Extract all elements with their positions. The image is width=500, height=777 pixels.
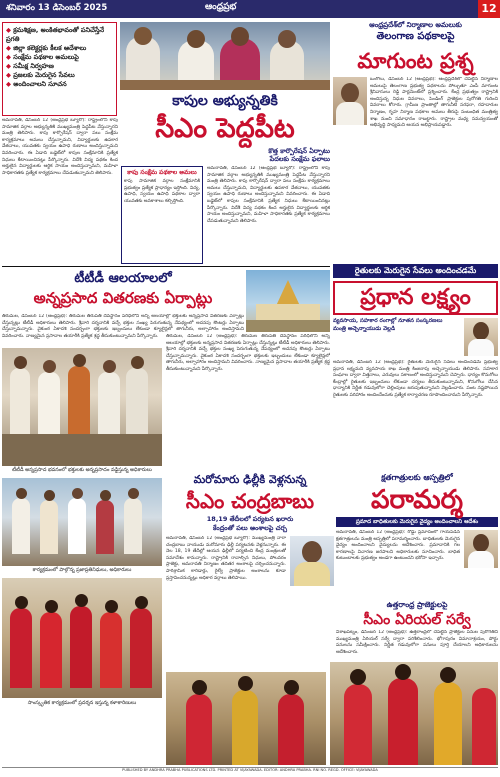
imprint-line: PUBLISHED BY ANDHRA PRABHA PUBLICATIONS LTD. PRINTED AT VIJAYAWADA. EDITOR: ANDHRA PRABHA. RNI NO. REGD. OFFICE: VIJAYAWADA [2,767,498,773]
page-header [0,0,500,18]
story-headline: మాగుంట ప్రశ్న [357,49,474,73]
cbn-sub2: కేంద్రంతో పలు అంశాలపై చర్చ [213,524,287,532]
highlights-box [2,22,117,116]
ttd-headline: అన్నప్రసాద వితరణకు ఏర్పాట్లు [33,289,213,307]
paramarsha-sub: ప్రమాద బాధితులకు మెరుగైన వైద్యం అందించాలని ఆదేశం [336,517,498,527]
lakshyam-kicker: రైతులకు మెరుగైన సేవలు అందించడమే [333,264,498,278]
kapu-headline-top: కాపుల అభ్యున్నతికి [172,93,278,109]
story-body: ఒంగోలు, డిసెంబర్ 12 (ఆంధ్రప్రభ): ఆంధ్రప్రదేశ్‌లో చేపట్టిన నిర్మాణాల అమలుపై తెలంగాణ ప్రభుత్వ పథకాలను పోల్చుతూ ఎంపీ మాగుంట శ్రీనివాసులు రెడ్డి పార్లమెంట్‌లో ప్రశ్నించారు. కేంద్ర ప్రభుత్వం రాష్ట్రానికి అందిస్తున్న నిధుల వివరాలు, పెండింగ్ ప్రాజెక్టుల పురోగతి గురించి వివరాలు కోరారు. గ్రామీణ ప్రాంతాల్లో తాగునీటి సరఫరా, రహదారుల నిర్మాణం, గృహ నిర్మాణ పథకాల అమలు తీరుపై సంబంధిత మంత్రిత్వ శాఖ నుంచి సమాధానం రాబట్టారు. రాష్ట్రాల మధ్య సమన్వయంతో అభివృద్ధి సాధ్యమని ఆయన అభిప్రాయపడ్డారు. [370,77,498,129]
group-photo-caption: కార్యక్రమంలో పాల్గొన్న ప్రజాప్రతినిధులు, అధికారులు [32,567,132,573]
paramarsha-headline: పరామర్శ [371,485,463,515]
highlight-item: ◆ సంక్షేమ పథకాల అమలుపై [6,53,79,61]
story-kicker: ఆంధ్రప్రదేశ్‌లో నిర్మాణాల అమలుకు [369,21,462,29]
highlight-item: ◆ క్రమశిక్షణ, అంకితభావంతో పనిచేస్తేనే ప్రగతి [6,26,105,43]
paramarsha-story [336,472,498,598]
aerial-survey-story [336,600,498,660]
story-kicker-2: తెలంగాణ పథకాలపై [376,31,455,42]
kapu-story-body [2,118,118,266]
bottom-middle-photo [166,672,326,765]
page-number: 12 [478,0,500,18]
aerial-headline: సీఎం ఏరియల్ సర్వే [363,612,471,628]
ttd-kicker: టీటీడీ ఆలయాలలో [74,271,172,286]
lakshyam-story [333,264,498,469]
cbn-portrait [290,536,334,586]
bottom-right-photo [330,662,498,765]
highlight-item: ◆ సమీక్ష నిర్వహణ [6,62,54,70]
ttd-story-continued [166,334,330,466]
lakshyam-body: అమరావతి, డిసెంబర్ 12 (ఆంధ్రప్రభ): రైతులకు మెరుగైన సేవలు అందించడమే ప్రభుత్వ ప్రధాన లక్ష్యమని వ్యవసాయ శాఖ మంత్రి కింజరాపు అచ్చెన్నాయుడు తెలిపారు. సహకార సంఘాల ద్వారా విత్తనాలు, ఎరువులు సకాలంలో అందిస్తున్నామని చెప్పారు. ధాన్యం కొనుగోలు కేంద్రాల్లో రైతులకు ఇబ్బందులు లేకుండా చర్యలు తీసుకుంటున్నామని, కొనుగోలు చేసిన ధాన్యానికి నిర్ణీత గడువులోగా చెల్లింపులు జరుపుతున్నామని వెల్లడించారు. పంట నష్టపోయిన రైతులకు పరిహారం అందించేందుకు ప్రత్యేక కార్యాచరణ రూపొందించామని పేర్కొన్నారు. [333,360,498,398]
kapu-headline-block [120,92,330,164]
inset-title: కాపు సంక్షేమ పథకాల అమలు [127,169,197,176]
mp-portrait [333,77,367,125]
lakshyam-headline: ప్రధాన లక్ష్యం [333,281,498,315]
temple-photo [246,270,330,332]
section-divider [2,266,330,267]
cbn-body: అమరావతి, డిసెంబర్ 12 (ఆంధ్రప్రభ బ్యూరో): ముఖ్యమంత్రి నారా చంద్రబాబు నాయుడు మరోమారు ఢిల్లీ పర్యటనకు వెళ్లనున్నారు. ఈ నెల 18, 19 తేదీల్లో ఆయన ఢిల్లీలో పర్యటించి కేంద్ర మంత్రులతో సమావేశం కానున్నారు. రాష్ట్రానికి రావాల్సిన నిధులు, పోలవరం ప్రాజెక్టు, అమరావతి నిర్మాణం తదితర అంశాలపై చర్చించనున్నారు. పారిశ్రామిక కారిడార్లు, రైల్వే ప్రాజెక్టుల అంశాలను కూడా ప్రస్తావించనున్నట్లు అధికార వర్గాలు తెలిపాయి. [166,536,286,581]
paramarsha-body: అమరావతి, డిసెంబర్ 12 (ఆంధ్రప్రభ): రోడ్డు ప్రమాదంలో గాయపడిన క్షతగాత్రులను మంత్రి ఆస్పత్రిలో పరామర్శించారు. బాధితులకు మెరుగైన వైద్యం అందించాలని వైద్యులను ఆదేశించారు. ప్రమాదానికి గల కారణాలపై విచారణ జరపాలని అధికారులకు సూచించారు. బాధిత కుటుంబాలకు ప్రభుత్వం అండగా ఉంటుందని భరోసా ఇచ్చారు. [336,530,460,562]
paramarsha-kicker: క్షతగాత్రులకు ఆస్పత్రిలో [381,473,453,482]
magunta-story [333,20,498,263]
kapu-body-text-2: అమరావతి, డిసెంబర్ 12 (ఆంధ్రప్రభ బ్యూరో): రాష్ట్రంలోని కాపు సామాజిక వర్గాల అభ్యున్నతికి ముఖ్యమంత్రి పెద్దపీట వేస్తున్నారని మంత్రి తెలిపారు. కాపు కార్పొరేషన్ ద్వారా పలు సంక్షేమ కార్యక్రమాలు అమలు చేస్తున్నామని, విద్యార్థులకు ఉపకార వేతనాలు, యువతకు స్వయం ఉపాధి రుణాలు అందిస్తున్నామని వివరించారు. ఈ ఏడాది బడ్జెట్‌లో కాపుల సంక్షేమానికి ప్రత్యేక నిధులు కేటాయించినట్లు పేర్కొన్నారు. విదేశీ విద్య పథకం కింద అర్హులైన విద్యార్థులకు ఆర్థిక సాయం అందిస్తున్నామని, మహిళా సాధికారతకు ప్రత్యేక కార్యక్రమాలు చేపడుతున్నామని తెలిపారు. [207,166,330,224]
kapu-sub-line: పేదలకు సంక్షేమ ఫలాలు [269,155,330,163]
highlight-item: ◆ ప్రజలకు మెరుగైన సేవలు [6,71,75,79]
aerial-body: విశాఖపట్నం, డిసెంబర్ 12 (ఆంధ్రప్రభ): ఉత్తరాంధ్రలో చేపట్టిన ప్రాజెక్టుల పనుల పురోగతిని ముఖ్యమంత్రి ఏరియల్ సర్వే ద్వారా పరిశీలించారు. భోగాపురం విమానాశ్రయం, పోర్టు పనులను సమీక్షించారు. నిర్ణీత గడువులోగా పనులు పూర్తి చేయాలని అధికారులను ఆదేశించారు. [336,630,498,655]
dance-photo [2,578,162,698]
cbn-delhi-story [166,472,334,668]
kapu-story-body-2 [207,166,330,264]
paramarsha-portrait [464,530,498,568]
cbn-sub1: 18,19 తేదీలలో పర్యటన ఖరారు [206,515,294,523]
highlight-item: ◆ అందించాలని సూచన [6,80,67,88]
kapu-inset-box [121,166,203,264]
kapu-headline-main: సీఎం పెద్దపీట [155,113,295,144]
aerial-kicker: ఉత్తరాంధ్ర ప్రాజెక్టులపై [386,600,448,609]
issue-date: శనివారం 13 డిసెంబర్ 2025 [6,3,108,13]
inset-text: కాపు సామాజిక వర్గాల సంక్షేమానికి ప్రభుత్వం ప్రత్యేక ప్రాధాన్యం ఇస్తోంది. విద్య, ఉపాధి, స్వయం ఉపాధి పథకాల ద్వారా యువతకు అవకాశాలు కల్పిస్తోంది. [124,179,200,204]
highlight-item: ◆ జిల్లా కలెక్టర్లకు కీలక ఆదేశాలు [6,44,87,52]
cbn-kicker: మరోమారు ఢిల్లీకి వెళ్లనున్న [193,473,307,486]
group-photo [2,478,162,566]
ttd-body-text-2: తిరుమల, డిసెంబర్ 12 (ఆంధ్రప్రభ): తిరుమల తిరుపతి దేవస్థానం పరిధిలోని అన్ని ఆలయాల్లో భక్తులకు అన్నప్రసాద వితరణకు ఏర్పాట్లు చేస్తున్నట్లు టీటీడీ అధికారులు తెలిపారు. శ్రీవారి దర్శనానికి వచ్చే భక్తుల సంఖ్య పెరుగుతున్న నేపథ్యంలో అదనపు కౌంటర్లు ఏర్పాటు చేస్తున్నామన్నారు. వైకుంఠ ఏకాదశి సందర్భంగా భక్తులకు ఇబ్బందులు లేకుండా క్యూలైన్లలో తాగునీరు, అల్పాహారం అందిస్తామని వివరించారు. నాణ్యమైన ప్రసాదాల తయారీకి ప్రత్యేక శ్రద్ధ తీసుకుంటున్నామని పేర్కొన్నారు. [166,334,330,372]
ttd-body-text: తిరుమల, డిసెంబర్ 12 (ఆంధ్రప్రభ): తిరుమల తిరుపతి దేవస్థానం పరిధిలోని అన్ని ఆలయాల్లో భక్తులకు అన్నప్రసాద వితరణకు ఏర్పాట్లు చేస్తున్నట్లు టీటీడీ అధికారులు తెలిపారు. శ్రీవారి దర్శనానికి వచ్చే భక్తుల సంఖ్య పెరుగుతున్న నేపథ్యంలో అదనపు కౌంటర్లు ఏర్పాటు చేస్తున్నామన్నారు. వైకుంఠ ఏకాదశి సందర్భంగా భక్తులకు ఇబ్బందులు లేకుండా క్యూలైన్లలో తాగునీరు, అల్పాహారం అందిస్తామని వివరించారు. నాణ్యమైన ప్రసాదాల తయారీకి ప్రత్యేక శ్రద్ధ తీసుకుంటున్నామని పేర్కొన్నారు. [2,314,244,339]
masthead: ఆంధ్రప్రభ [205,2,237,12]
lakshyam-sub2: మంత్రి అచ్చెన్నాయుడు వెల్లడి [333,325,396,332]
minister-portrait [464,318,498,356]
event-photo-caption: టీటీడీ అన్నప్రసాద భవనంలో భక్తులకు అన్నప్రసాదం వడ్డిస్తున్న అధికారులు [12,467,152,473]
kapu-sub-kicker: కొత్త కార్పొరేషన్ ఏర్పాటు [268,147,330,155]
kapu-body-text: అమరావతి, డిసెంబర్ 12 (ఆంధ్రప్రభ బ్యూరో): రాష్ట్రంలోని కాపు సామాజిక వర్గాల అభ్యున్నతికి ముఖ్యమంత్రి పెద్దపీట వేస్తున్నారని మంత్రి తెలిపారు. కాపు కార్పొరేషన్ ద్వారా పలు సంక్షేమ కార్యక్రమాలు అమలు చేస్తున్నామని, విద్యార్థులకు ఉపకార వేతనాలు, యువతకు స్వయం ఉపాధి రుణాలు అందిస్తున్నామని వివరించారు. ఈ ఏడాది బడ్జెట్‌లో కాపుల సంక్షేమానికి ప్రత్యేక నిధులు కేటాయించినట్లు పేర్కొన్నారు. విదేశీ విద్య పథకం కింద అర్హులైన విద్యార్థులకు ఆర్థిక సాయం అందిస్తున్నామని, మహిళా సాధికారతకు ప్రత్యేక కార్యక్రమాలు చేపడుతున్నామని తెలిపారు. [2,118,118,176]
event-photo [2,348,162,466]
lakshyam-sub1: వ్యవసాయ, సహకార రంగాల్లో నూతన సంస్కరణలు [333,318,443,324]
cbn-headline: సీఎం చంద్రబాబు [185,489,315,513]
ttd-headline-block [2,270,244,312]
meeting-photo [120,22,330,90]
bottom-photo-caption: సాంస్కృతిక కార్యక్రమంలో ప్రదర్శన ఇస్తున్న కళాకారిణులు [27,700,137,706]
